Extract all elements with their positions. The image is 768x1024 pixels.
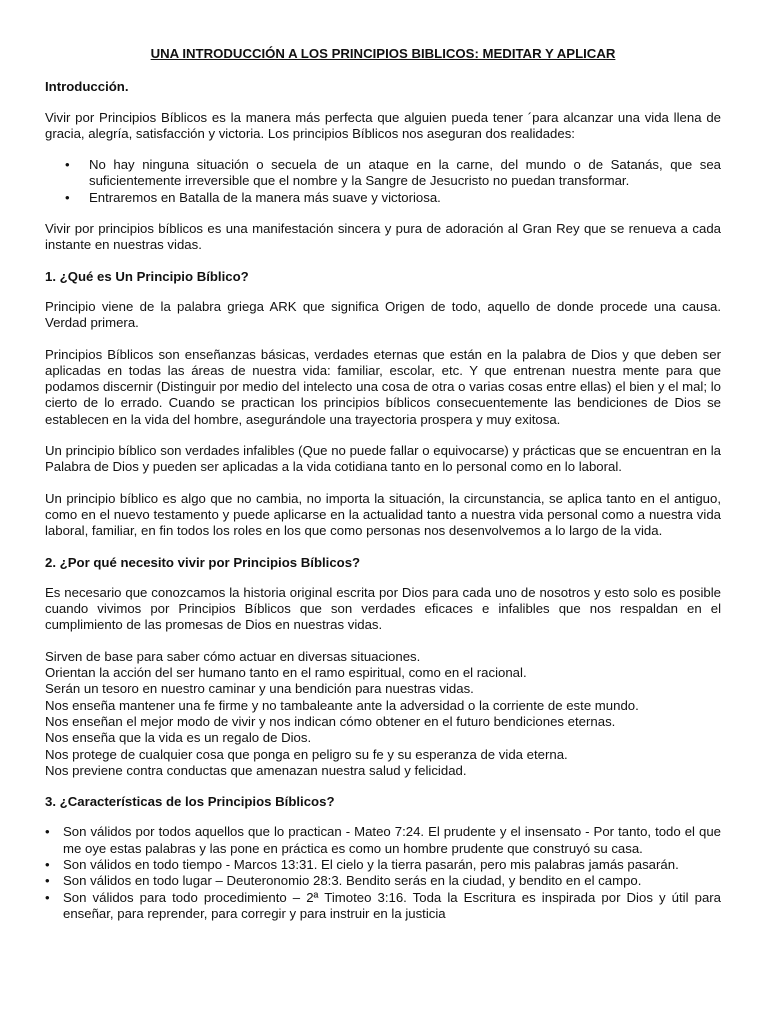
section-1-paragraph-1: Principio viene de la palabra griega ARK que significa Origen de todo, aquello de donde procede una causa. Verdad primera. (45, 298, 721, 331)
list-item: • Son válidos por todos aquellos que lo practican - Mateo 7:24. El prudente y el insensato - Por tanto, todo el que me oye estas palabras y las pone en práctica es como un hombre prudente que construyó su casa. (45, 824, 721, 857)
list-item: • Son válidos en todo lugar – Deuteronomio 28:3. Bendito serás en la ciudad, y bendito en el campo. (45, 873, 721, 889)
reason-line: Orientan la acción del ser humano tanto en el ramo espiritual, como en el racional. (45, 665, 527, 681)
section-2-heading: 2. ¿Por qué necesito vivir por Principios Bíblicos? (45, 554, 361, 570)
list-item: • Son válidos para todo procedimiento – 2ª Timoteo 3:16. Toda la Escritura es inspirada por Dios y útil para enseñar, para reprender, para corregir y para instruir en la justicia (45, 890, 721, 923)
reason-line: Nos protege de cualquier cosa que ponga en peligro su fe y su esperanza de vida eterna. (45, 746, 568, 762)
reason-line: Nos enseñan el mejor modo de vivir y nos indican cómo obtener en el futuro bendiciones eternas. (45, 713, 616, 729)
section-1-paragraph-3: Un principio bíblico son verdades infalibles (Que no puede fallar o equivocarse) y prácticas que se encuentran en la Palabra de Dios y pueden ser aplicadas a la vida cotidiana tanto en lo personal como en lo laboral. (45, 443, 721, 475)
list-item: • Son válidos en todo tiempo - Marcos 13:31. El cielo y la tierra pasarán, pero mis palabras jamás pasarán. (45, 857, 721, 873)
section-2-reasons (45, 649, 721, 779)
section-1-paragraph-2: Principios Bíblicos son enseñanzas básicas, verdades eternas que están en la palabra de Dios y que deben ser aplicadas en todas las áreas de nuestra vida: familiar, escolar, etc. Y que entrenan nuestra mente para que podamos discernir (Distinguir por medio del intelecto una cosa de otra o varias cosas entre ellas) el bien y el mal; lo cierto de lo errado. Cuando se practican los principios bíblicos consecuentemente las bendiciones de Dios se establecen en la vida del hombre, asegurándole una trayectoria prospera y muy exitosa. (45, 346, 721, 427)
section-1-paragraph-4: Un principio bíblico es algo que no cambia, no importa la situación, la circunstancia, se aplica tanto en el antiguo, como en el nuevo testamento y puede aplicarse en la actualidad tanto a nuestra vida personal como a nuestra vida laboral, familiar, en fin todos los roles en los que como personas nos desenvolvemos a lo largo de la vida. (45, 490, 721, 539)
document-page (45, 46, 721, 937)
document-title: UNA INTRODUCCIÓN A LOS PRINCIPIOS BIBLICOS: MEDITAR Y APLICAR (150, 46, 616, 61)
section-2-paragraph-1: Es necesario que conozcamos la historia original escrita por Dios para cada uno de nosotros y esto solo es posible cuando vivimos por Principios Bíblicos que son verdades eficaces e infalibles que nos respaldan en el cumplimiento de las promesas de Dios en nuestras vidas. (45, 584, 721, 633)
reason-line: Nos previene contra conductas que amenazan nuestra salud y felicidad. (45, 762, 467, 778)
intro-heading: Introducción. (45, 79, 129, 95)
intro-paragraph-2: Vivir por principios bíblicos es una manifestación sincera y pura de adoración al Gran Rey que se renueva a cada instante en nuestras vidas. (45, 221, 721, 253)
reason-line: Sirven de base para saber cómo actuar en diversas situaciones. (45, 648, 421, 664)
reason-line: Serán un tesoro en nuestro caminar y una bendición para nuestras vidas. (45, 681, 474, 697)
intro-bullet-list (45, 157, 721, 206)
section-1-heading: 1. ¿Qué es Un Principio Bíblico? (45, 268, 249, 284)
list-item: • No hay ninguna situación o secuela de un ataque en la carne, del mundo o de Satanás, que sea suficientemente irreversible que el nombre y la Sangre de Jesucristo no puedan transformar. (45, 157, 721, 190)
list-item: • Entraremos en Batalla de la manera más suave y victoriosa. (45, 190, 721, 206)
section-3-heading: 3. ¿Características de los Principios Bíblicos? (45, 794, 335, 810)
reason-line: Nos enseña que la vida es un regalo de Dios. (45, 730, 312, 746)
reason-line: Nos enseña mantener una fe firme y no tambaleante ante la adversidad o la corriente de este mundo. (45, 697, 639, 713)
section-3-bullet-list (45, 824, 721, 922)
intro-paragraph-1: Vivir por Principios Bíblicos es la manera más perfecta que alguien pueda tener ´para alcanzar una vida llena de gracia, alegría, satisfacción y victoria. Los principios Bíblicos nos aseguran dos realidades: (45, 109, 721, 141)
